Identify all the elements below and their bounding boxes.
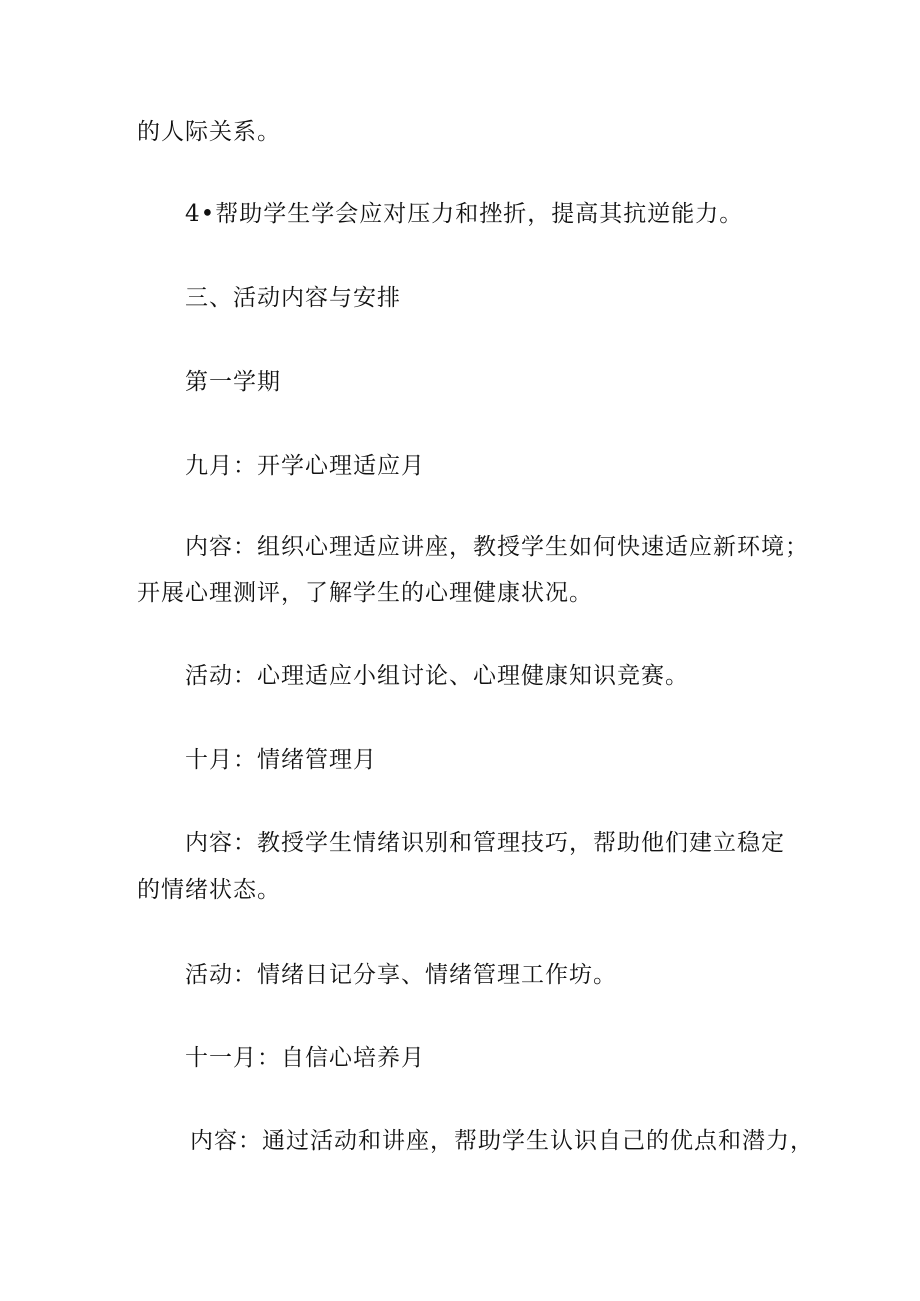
content-paragraph-line: 内容：组织心理适应讲座，教授学生如何快速适应新环境； [185, 534, 809, 560]
text-line-continuation: 的人际关系。 [137, 119, 281, 145]
semester-heading: 第一学期 [185, 369, 281, 395]
content-paragraph-line: 开展心理测评，了解学生的心理健康状况。 [137, 580, 593, 606]
activity-line: 活动：心理适应小组讨论、心理健康知识竞赛。 [185, 663, 689, 689]
month-heading-september: 九月：开学心理适应月 [185, 453, 425, 479]
list-item-4: 4•帮助学生学会应对压力和挫折，提高其抗逆能力。 [185, 201, 744, 227]
month-heading-october: 十月：情绪管理月 [185, 747, 377, 773]
content-paragraph-line: 的情绪状态。 [137, 877, 281, 903]
section-heading: 三、活动内容与安排 [185, 285, 401, 311]
content-paragraph-line: 内容：教授学生情绪识别和管理技巧，帮助他们建立稳定 [185, 830, 785, 856]
content-paragraph-line: 内容：通过活动和讲座，帮助学生认识自己的优点和潜力， [190, 1128, 814, 1154]
activity-line: 活动：情绪日记分享、情绪管理工作坊。 [185, 962, 617, 988]
month-heading-november: 十一月：自信心培养月 [185, 1045, 425, 1071]
